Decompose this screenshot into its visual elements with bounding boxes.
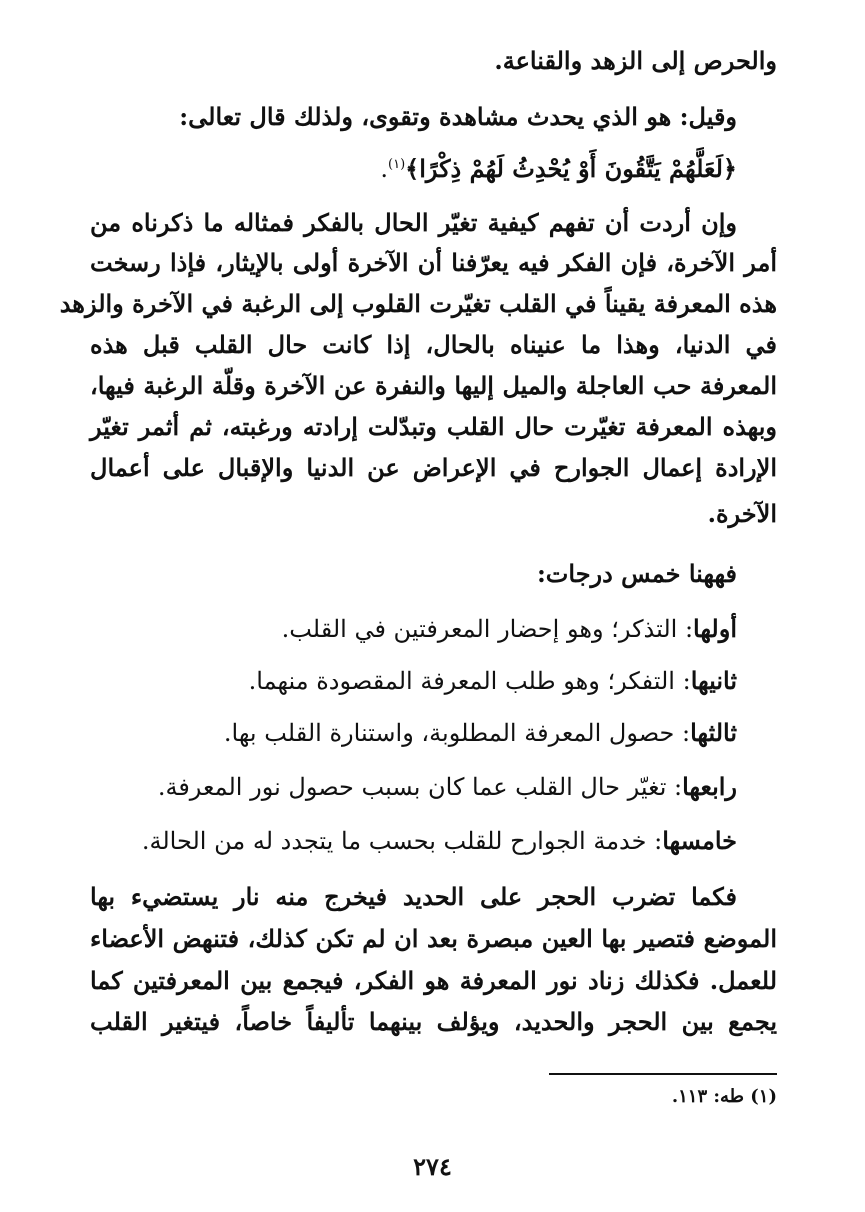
quran-verse: ﴿لَعَلَّهُمْ يَتَّقُونَ أَوْ يُحْدِثُ لَهُمْ ذِكْرًا﴾ bbox=[405, 154, 737, 183]
paragraph-1-line-8: الآخرة. bbox=[707, 499, 777, 528]
stage-3 bbox=[224, 716, 737, 750]
stage-1-label: أولها bbox=[693, 614, 737, 643]
stage-2 bbox=[249, 664, 737, 698]
stages-intro: فههنا خمس درجات: bbox=[536, 559, 737, 588]
stage-5 bbox=[142, 824, 737, 858]
stage-5-text: : خدمة الجوارح للقلب بحسب ما يتجدد له من الحالة. bbox=[141, 827, 663, 855]
paragraph-2-line-2: الموضع فتصير بها العين مبصرة بعد ان لم تكن كذلك، فتنهض الأعضاء bbox=[90, 924, 777, 953]
stage-2-label: ثانيها bbox=[690, 666, 737, 695]
paragraph-2-line-1: فكما تضرب الحجر على الحديد فيخرج منه نار يستضيء بها bbox=[90, 882, 737, 911]
verse-end-punct: . bbox=[380, 155, 388, 183]
footnote-marker: (١) bbox=[388, 157, 406, 172]
stage-3-text: : حصول المعرفة المطلوبة، واستنارة القلب بها. bbox=[223, 719, 691, 747]
text-line-2: وقيل: هو الذي يحدث مشاهدة وتقوى، ولذلك قال تعالى: bbox=[179, 102, 737, 131]
stage-1 bbox=[282, 612, 737, 646]
text-line-1: والحرص إلى الزهد والقناعة. bbox=[494, 46, 777, 75]
stage-4-text: : تغيّر حال القلب عما كان بسبب حصول نور المعرفة. bbox=[157, 773, 683, 801]
footnote-separator bbox=[549, 1073, 777, 1075]
stage-2-text: : التفكر؛ وهو طلب المعرفة المقصودة منهما. bbox=[248, 667, 691, 695]
paragraph-1-line-1: وإن أردت أن تفهم كيفية تغيّر الحال بالفكر فمثاله ما ذكرناه من bbox=[90, 208, 737, 237]
paragraph-1-line-5: المعرفة حب العاجلة والميل إليها والنفرة عن الآخرة وقلّة الرغبة فيها، bbox=[90, 371, 777, 400]
paragraph-2-line-4: يجمع بين الحجر والحديد، ويؤلف بينهما تأليفاً خاصاً، فيتغير القلب bbox=[90, 1007, 777, 1036]
page-number: ٢٧٤ bbox=[413, 1152, 452, 1181]
stage-4 bbox=[158, 770, 737, 804]
paragraph-2-line-3: للعمل. فكذلك زناد نور المعرفة هو الفكر، فيجمع بين المعرفتين كما bbox=[90, 966, 777, 995]
paragraph-1-line-7: الإرادة إعمال الجوارح في الإعراض عن الدنيا والإقبال على أعمال bbox=[90, 453, 777, 482]
stage-5-label: خامسها bbox=[662, 826, 737, 855]
footnote: (١) طه: ١١٣. bbox=[671, 1086, 777, 1107]
paragraph-1-line-3: هذه المعرفة يقيناً في القلب تغيّرت القلوب إلى الرغبة في الآخرة والزهد bbox=[59, 289, 777, 318]
paragraph-1-line-4: في الدنيا، وهذا ما عنيناه بالحال، إذا كانت حال القلب قبل هذه bbox=[90, 330, 777, 359]
paragraph-1-line-2: أمر الآخرة، فإن الفكر فيه يعرّفنا أن الآخرة أولى بالإيثار، فإذا رسخت bbox=[90, 248, 777, 277]
stage-4-label: رابعها bbox=[682, 772, 737, 801]
quran-verse-line bbox=[380, 148, 737, 186]
stage-1-text: : التذكر؛ وهو إحضار المعرفتين في القلب. bbox=[281, 615, 694, 643]
stage-3-label: ثالثها bbox=[690, 718, 737, 747]
paragraph-1-line-6: وبهذه المعرفة تغيّرت حال القلب وتبدّلت إرادته ورغبته، ثم أثمر تغيّر bbox=[90, 412, 777, 441]
